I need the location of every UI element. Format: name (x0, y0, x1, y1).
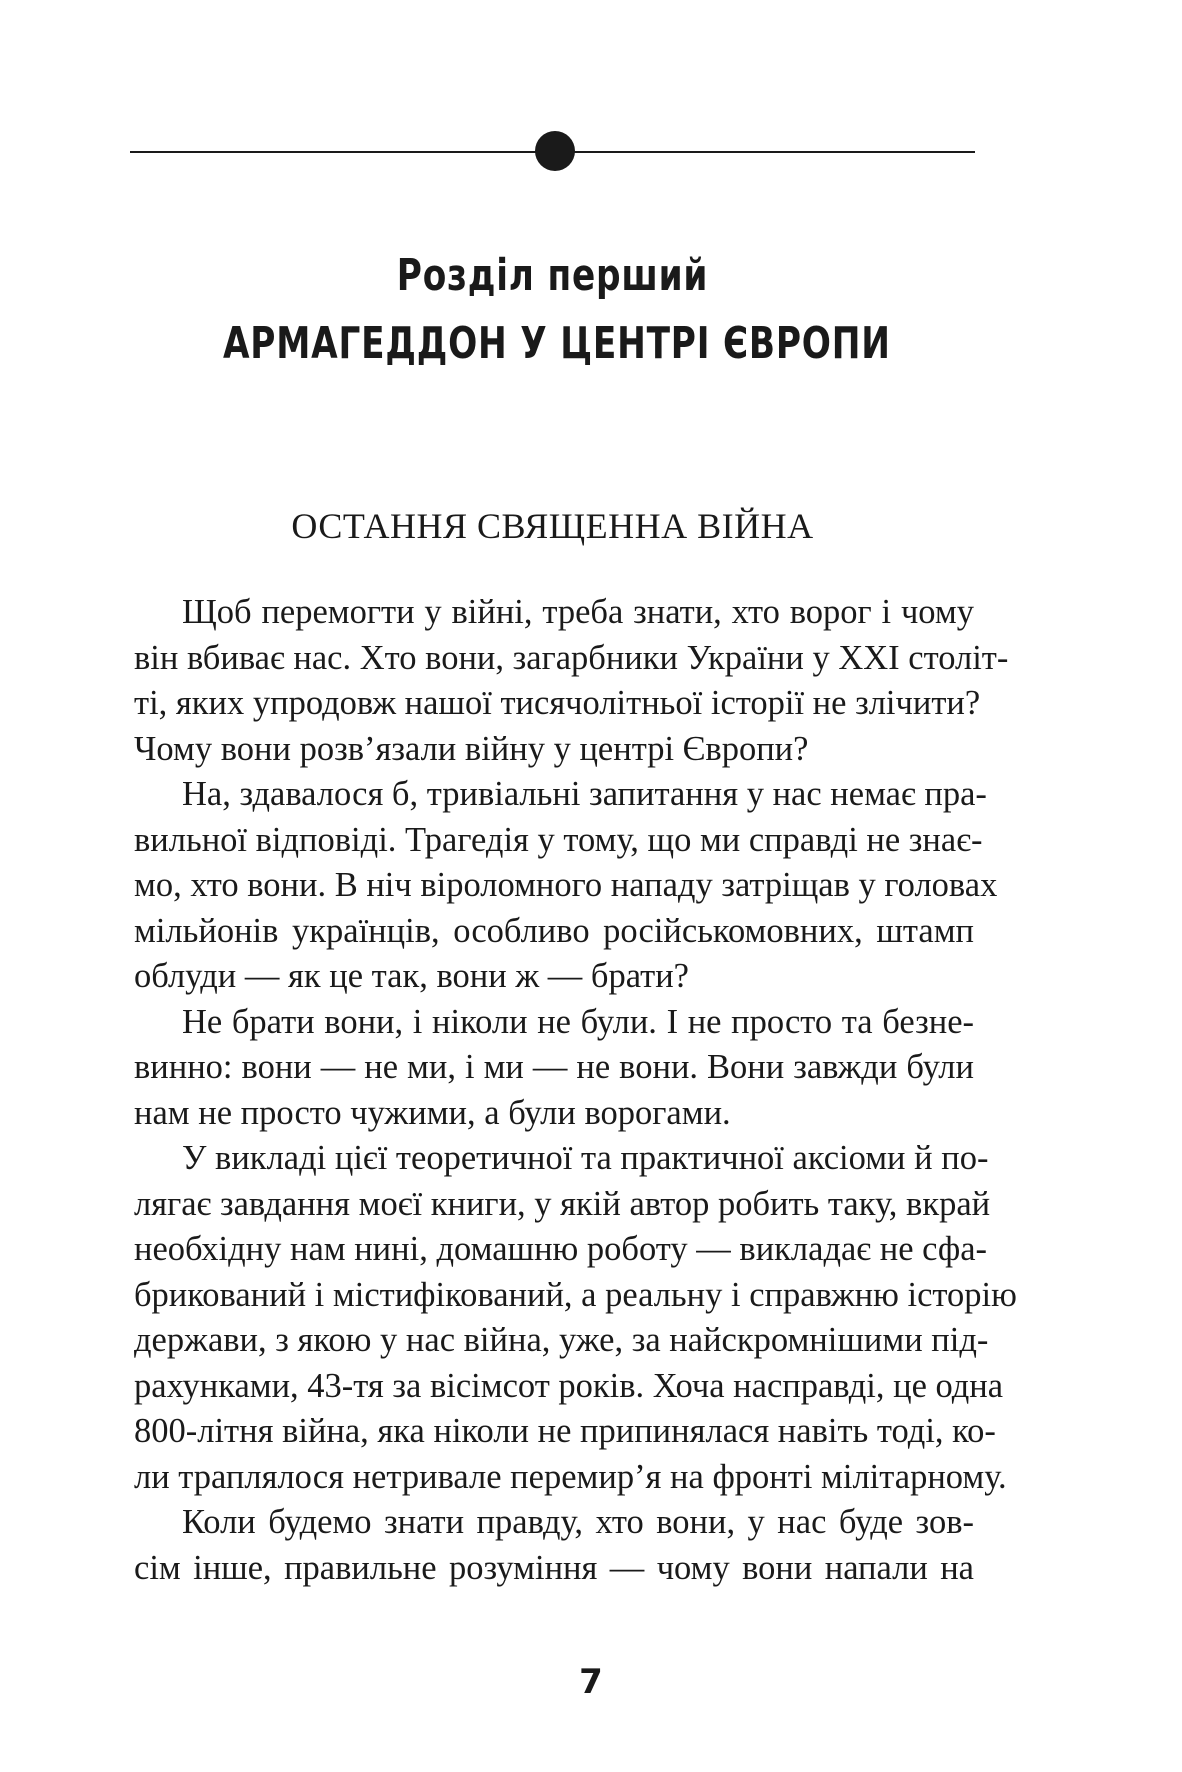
body-line: 800-літня війна, яка ніколи не припинялася навіть тоді, ко- (134, 1412, 996, 1450)
body-line: Щоб перемогти у війні, треба знати, хто ворог і чому (182, 593, 974, 631)
body-line: Не брати вони, і ніколи не були. І не просто та безне- (182, 1002, 974, 1041)
body-line: Чому вони розв’язали війну у центрі Європи? (134, 729, 809, 768)
body-line: нам не просто чужими, а були ворогами. (134, 1093, 731, 1132)
page-number: 7 (579, 1662, 603, 1702)
body-line: облуди — як це так, вони ж — брати? (134, 957, 689, 995)
body-line: Коли будемо знати правду, хто вони, у нас буде зов- (182, 1503, 974, 1541)
divider-dot-ornament (535, 131, 575, 171)
body-line: винно: вони — не ми, і ми — не вони. Вони завжди були (134, 1048, 974, 1086)
body-line: сім інше, правильне розуміння — чому вони напали на (134, 1548, 974, 1587)
body-line: мо, хто вони. В ніч віроломного нападу затріщав у головах (134, 866, 998, 904)
section-heading: ОСТАННЯ СВЯЩЕННА ВІЙНА (291, 506, 814, 546)
body-line: необхідну нам нині, домашню роботу — викладає не сфа- (134, 1230, 988, 1268)
chapter-label: Розділ перший (396, 250, 709, 301)
body-line: лягає завдання моєї книги, у якій автор робить таку, вкрай (134, 1184, 991, 1223)
chapter-ornament-divider (130, 128, 975, 176)
body-line: держави, з якою у нас війна, уже, за найскромнішими під- (134, 1321, 989, 1359)
body-line: мільйонів українців, особливо російськомовних, штамп (134, 911, 974, 950)
body-line: ли траплялося нетривале перемир’я на фронті мілітарному. (134, 1457, 1007, 1496)
body-text (134, 590, 1017, 1591)
chapter-title: АРМАГЕДДОН У ЦЕНТРІ ЄВРОПИ (222, 318, 891, 369)
body-line: він вбиває нас. Хто вони, загарбники України у ХХІ століт- (134, 638, 1009, 677)
body-line: У викладі цієї теоретичної та практичної аксіоми й по- (182, 1139, 989, 1177)
body-line: вильної відповіді. Трагедія у тому, що ми справді не знає- (134, 820, 983, 859)
body-line: рахунками, 43-тя за вісімсот років. Хоча насправді, це одна (134, 1366, 1004, 1405)
body-line: На, здавалося б, тривіальні запитання у нас немає пра- (182, 775, 987, 813)
body-line: ті, яких упродовж нашої тисячолітньої історії не злічити? (134, 684, 981, 722)
body-line: брикований і містифікований, а реальну і справжню історію (134, 1275, 1017, 1314)
